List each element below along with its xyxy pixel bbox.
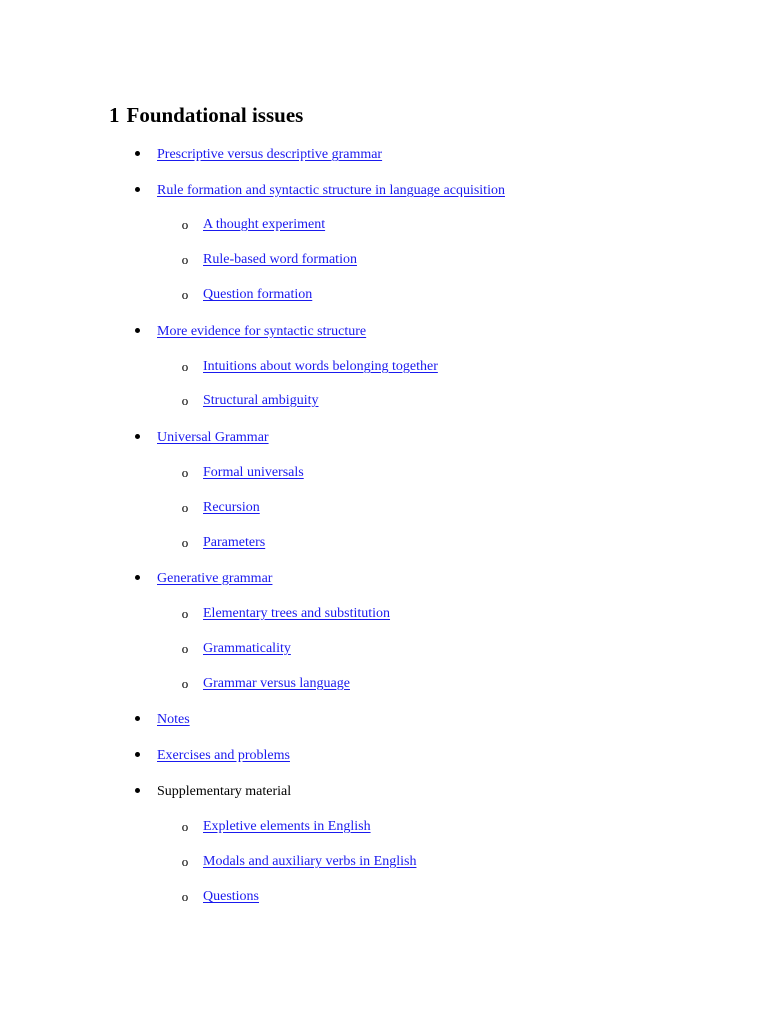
- toc-link-a-thought-experiment[interactable]: A thought experiment: [203, 217, 326, 232]
- toc-item-grammaticality: [203, 640, 291, 658]
- toc-item-questions: [203, 888, 259, 906]
- toc-link-question-formation[interactable]: Question formation: [203, 287, 313, 302]
- toc-link-recursion[interactable]: Recursion: [203, 500, 260, 515]
- toc-link-generative-grammar[interactable]: Generative grammar: [157, 571, 273, 586]
- toc-item-rule-formation-and-syntactic-structure-in-language-acquisition: [157, 182, 505, 200]
- toc-link-expletive-elements-in-english[interactable]: Expletive elements in English: [203, 819, 371, 834]
- toc-item-prescriptive-versus-descriptive-grammar: [157, 146, 382, 164]
- toc-link-rule-formation-and-syntactic-structure-in-language-acquisition[interactable]: Rule formation and syntactic structure in language acquisition: [157, 183, 505, 198]
- toc-link-exercises-and-problems[interactable]: Exercises and problems: [157, 748, 290, 763]
- bullet-icon: [132, 146, 142, 164]
- chapter-title: Foundational issues: [126, 103, 304, 127]
- chapter-number: 1: [109, 103, 120, 127]
- toc-link-universal-grammar[interactable]: Universal Grammar: [157, 430, 269, 445]
- toc-item-exercises-and-problems: [157, 747, 290, 765]
- toc-item-elementary-trees-and-substitution: [203, 605, 390, 623]
- hollow-bullet-icon: o: [181, 889, 189, 904]
- toc-link-prescriptive-versus-descriptive-grammar[interactable]: Prescriptive versus descriptive grammar: [157, 147, 383, 162]
- toc-link-elementary-trees-and-substitution[interactable]: Elementary trees and substitution: [203, 606, 391, 621]
- toc-label-supplementary-material: Supplementary material: [157, 784, 292, 799]
- toc-link-rule-based-word-formation[interactable]: Rule-based word formation: [203, 252, 357, 267]
- hollow-bullet-icon: o: [181, 676, 189, 691]
- bullet-icon: [132, 747, 142, 765]
- hollow-bullet-icon: o: [181, 359, 189, 374]
- hollow-bullet-icon: o: [181, 287, 189, 302]
- bullet-icon: [132, 429, 142, 447]
- hollow-bullet-icon: o: [181, 535, 189, 550]
- toc-link-grammar-versus-language[interactable]: Grammar versus language: [203, 676, 350, 691]
- toc-item-a-thought-experiment: [203, 216, 325, 234]
- hollow-bullet-icon: o: [181, 393, 189, 408]
- bullet-icon: [132, 570, 142, 588]
- toc-link-parameters[interactable]: Parameters: [203, 535, 266, 550]
- toc-item-expletive-elements-in-english: [203, 818, 371, 836]
- bullet-icon: [132, 323, 142, 341]
- hollow-bullet-icon: o: [181, 465, 189, 480]
- toc-item-formal-universals: [203, 464, 304, 482]
- hollow-bullet-icon: o: [181, 606, 189, 621]
- toc-link-structural-ambiguity[interactable]: Structural ambiguity: [203, 393, 319, 408]
- bullet-icon: [132, 182, 142, 200]
- toc-item-recursion: [203, 499, 260, 517]
- toc-item-universal-grammar: [157, 429, 269, 447]
- toc-link-more-evidence-for-syntactic-structure[interactable]: More evidence for syntactic structure: [157, 324, 367, 339]
- hollow-bullet-icon: o: [181, 641, 189, 656]
- toc-item-grammar-versus-language: [203, 675, 350, 693]
- chapter-heading: [109, 102, 303, 128]
- bullet-icon: [132, 711, 142, 729]
- hollow-bullet-icon: o: [181, 252, 189, 267]
- toc-item-more-evidence-for-syntactic-structure: [157, 323, 366, 341]
- toc-link-grammaticality[interactable]: Grammaticality: [203, 641, 291, 656]
- hollow-bullet-icon: o: [181, 854, 189, 869]
- toc-item-parameters: [203, 534, 265, 552]
- toc-item-structural-ambiguity: [203, 392, 318, 410]
- toc-item-intuitions-about-words-belonging-together: [203, 358, 438, 376]
- toc-item-notes: [157, 711, 190, 729]
- toc-item-generative-grammar: [157, 570, 272, 588]
- toc-item-supplementary-material: [157, 783, 291, 801]
- toc-item-question-formation: [203, 286, 312, 304]
- bullet-icon: [132, 783, 142, 801]
- toc-item-modals-and-auxiliary-verbs-in-english: [203, 853, 416, 871]
- toc-link-notes[interactable]: Notes: [157, 712, 190, 727]
- toc-link-formal-universals[interactable]: Formal universals: [203, 465, 304, 480]
- hollow-bullet-icon: o: [181, 217, 189, 232]
- hollow-bullet-icon: o: [181, 819, 189, 834]
- toc-link-intuitions-about-words-belonging-together[interactable]: Intuitions about words belonging together: [203, 359, 438, 374]
- toc-link-modals-and-auxiliary-verbs-in-english[interactable]: Modals and auxiliary verbs in English: [203, 854, 417, 869]
- toc-link-questions[interactable]: Questions: [203, 889, 259, 904]
- hollow-bullet-icon: o: [181, 500, 189, 515]
- toc-item-rule-based-word-formation: [203, 251, 357, 269]
